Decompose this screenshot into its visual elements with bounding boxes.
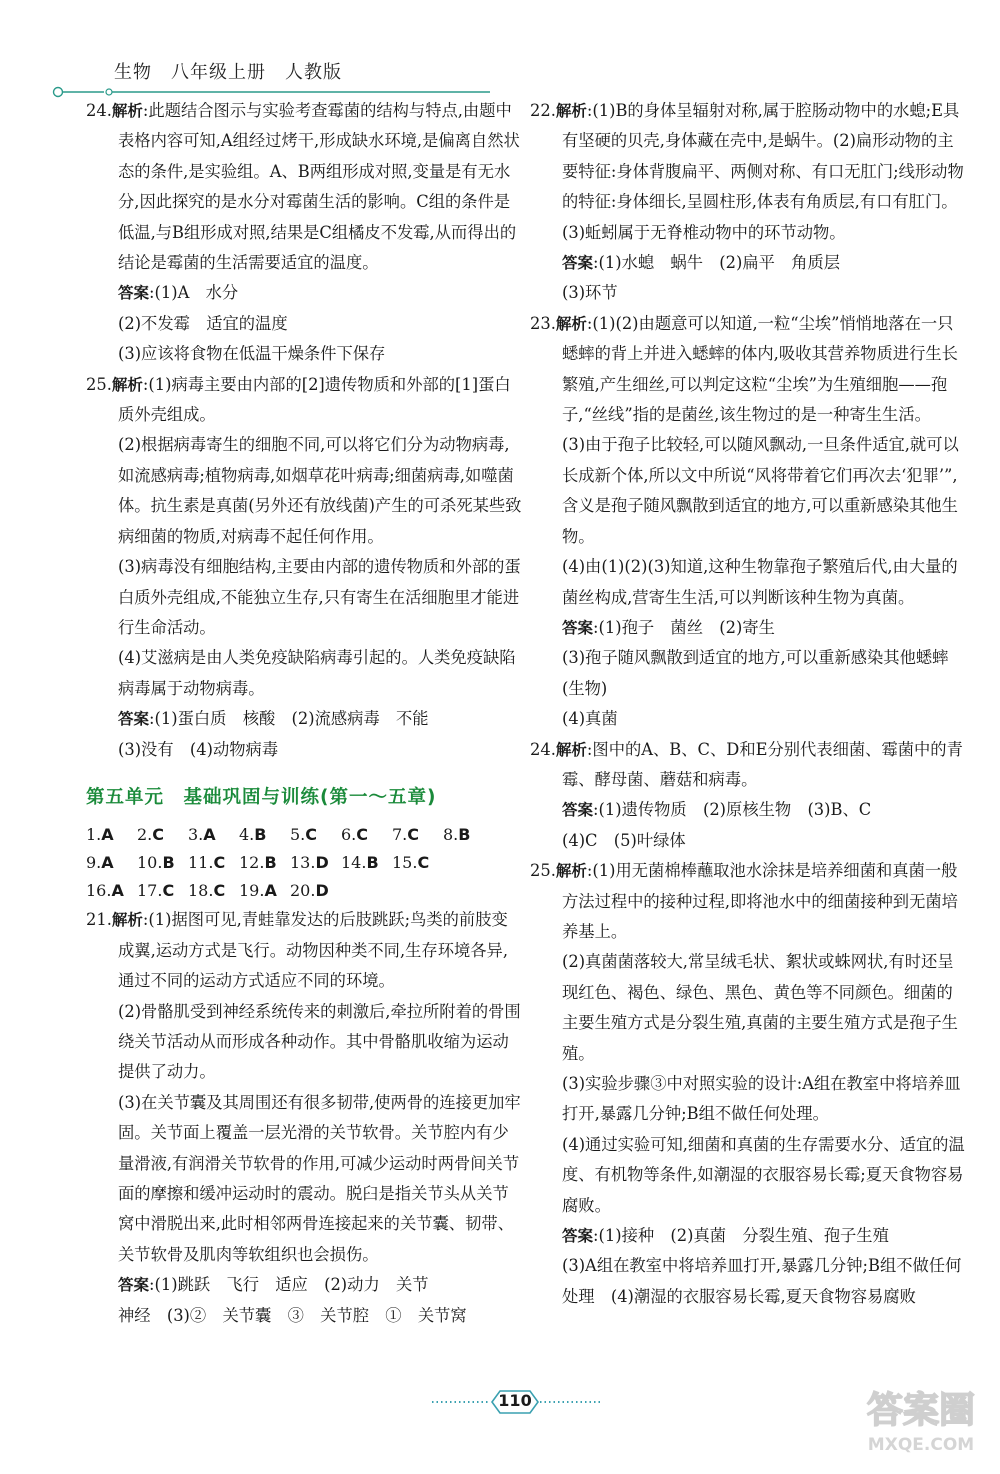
analysis-text: :(1)用无菌棉棒蘸取池水涂抹是培养细菌和真菌一般方法过程中的接种过程,即将池水中的细菌接种到无菌培养基上。 [562,861,958,941]
answer-text: :(1)A 水分 [149,283,239,303]
mc-item [290,849,341,877]
mc-item [290,877,341,905]
mc-answer: A [264,881,277,901]
mc-row [86,849,524,877]
mc-answer: C [213,881,226,901]
watermark-logo [856,1380,986,1462]
answer-line: (3)孢子随风飘散到适宜的地方,可以重新感染其他蟋蟀(生物) [562,648,949,698]
svg-text:MXQE.COM: MXQE.COM [867,1435,975,1455]
question-21-answer [86,1270,524,1300]
mc-item [137,821,188,849]
mc-number: 9. [86,853,102,873]
question-number: 25. [530,861,556,881]
mc-answer: C [152,825,165,845]
mc-item [239,877,290,905]
mc-item [341,849,392,877]
answer-line: 神经 (3)② 关节囊 ③ 关节腔 ① 关节窝 [118,1305,467,1325]
mc-number: 1. [86,825,102,845]
mc-item [86,877,137,905]
mc-number: 15. [392,853,418,873]
answer-line: (3)应该将食物在低温干燥条件下保存 [118,344,386,364]
page-footer [430,1388,605,1416]
page-header [52,58,492,98]
mc-number: 4. [239,825,255,845]
answer-text: :(1)跳跃 飞行 适应 (2)动力 关节 [149,1275,429,1295]
question-22-answer [530,248,968,278]
mc-number: 3. [188,825,204,845]
mc-row [86,821,524,849]
answer-text: :(1)蛋白质 核酸 (2)流感病毒 不能 [149,709,429,729]
answer-line: (3)没有 (4)动物病毒 [118,739,279,759]
mc-item [239,821,290,849]
mc-number: 18. [188,881,214,901]
mc-item [341,821,392,849]
mc-answer: B [366,853,379,873]
mc-number: 12. [239,853,265,873]
mc-answer: C [417,853,430,873]
mc-number: 13. [290,853,316,873]
mc-answer: A [203,825,216,845]
mc-number: 7. [392,825,408,845]
question-number: 23. [530,313,556,333]
mc-item [137,877,188,905]
question-23-answer [530,613,968,643]
mc-item [188,877,239,905]
question-23-analysis [530,309,968,431]
mc-answer: B [254,825,267,845]
mc-row [86,877,524,905]
mc-answer: C [356,825,369,845]
question-24-analysis [530,735,968,796]
left-column [86,96,524,1331]
analysis-paragraph: (4)通过实验可知,细菌和真菌的生存需要水分、适宜的温度、有机物等条件,如潮湿的衣服容易长霉;夏天食物容易腐败。 [562,1134,965,1215]
mc-number: 6. [341,825,357,845]
analysis-label: 解析 [555,102,587,120]
answer-line: (2)不发霉 适宜的温度 [118,313,288,333]
answer-label: 答案 [562,1227,594,1246]
mc-number: 20. [290,881,316,901]
analysis-paragraph: (2)真菌菌落较大,常呈绒毛状、絮状或蛛网状,有时还呈现红色、褐色、绿色、黑色、黄色等不同颜色。细菌的主要生殖方式是分裂生殖,真菌的主要生殖方式是孢子生殖。 [562,952,958,1063]
answer-text: :(1)孢子 菌丝 (2)寄生 [593,617,775,637]
question-21-analysis [86,905,524,996]
page-number: 110 [498,1391,532,1410]
analysis-paragraph: (4)由(1)(2)(3)知道,这种生物靠孢子繁殖后代,由大量的菌丝构成,营寄生生活,可以判断该种生物为真菌。 [562,557,958,607]
mc-item [392,849,443,877]
question-25-analysis [530,856,968,947]
question-24-answer [530,795,968,825]
mc-number: 2. [137,825,153,845]
analysis-paragraph: (3)实验步骤③中对照实验的设计:A组在教室中将培养皿打开,暴露几分钟;B组不做任何处理。 [562,1074,961,1124]
analysis-label: 解析 [111,102,143,120]
mc-number: 19. [239,881,265,901]
analysis-paragraph: (2)骨骼肌受到神经系统传来的刺激后,牵拉所附着的骨围绕关节活动从而形成各种动作。其中骨骼肌收缩为运动提供了动力。 [118,1001,521,1082]
question-number: 24. [530,739,556,759]
mc-answer: B [458,825,471,845]
mc-number: 11. [188,853,214,873]
analysis-label: 解析 [555,862,587,881]
answer-text: :(1)接种 (2)真菌 分裂生殖、孢子生殖 [593,1226,889,1246]
question-25-analysis [86,370,524,431]
mc-item [86,849,137,877]
mc-item [188,849,239,877]
analysis-paragraph: (3)病毒没有细胞结构,主要由内部的遗传物质和外部的蛋白质外壳组成,不能独立生存,只有寄生在活细胞里才能进行生命活动。 [118,557,521,637]
answer-label: 答案 [562,801,594,820]
analysis-paragraph: (3)在关节囊及其周围还有很多韧带,使两骨的连接更加牢固。关节面上覆盖一层光滑的关节软骨。关节腔内有少量滑液,有润滑关节软骨的作用,可减少运动时两骨间关节面的摩擦和缓冲运动时的震动。脱臼是指关节头从关节窝中滑脱出来,此时相邻两骨连接起来的关节囊、韧带、关节软骨及肌肉等软组织也会损伤。 [118,1092,521,1264]
section-title: 第五单元 基础巩固与训练(第一～五章) [86,786,437,808]
analysis-text: :此题结合图示与实验考查霉菌的结构与特点,由题中表格内容可知,A组经过烤干,形成缺水环境,是偏离自然状态的条件,是实验组。A、B两组形成对照,变量是有无水分,因此探究的是水分对霉菌生活的影响。C组的条件是低温,与B组形成对照,结果是C组橘皮不发霉,从而得出的结论是霉菌的生活需要适宜的温度。 [118,101,520,273]
question-number: 24. [86,101,112,120]
mc-item [239,849,290,877]
analysis-text: :(1)病毒主要由内部的[2]遗传物质和外部的[1]蛋白质外壳组成。 [118,374,511,425]
watermark-icon [856,1380,986,1458]
mc-item [137,849,188,877]
mc-number: 5. [290,825,306,845]
answer-label: 答案 [562,618,594,637]
analysis-text: :(1)据图可见,青蛙靠发达的后肢跳跃;鸟类的前肢变成翼,运动方式是飞行。动物因种类不同,生存环境各异,通过不同的运动方式适应不同的环境。 [118,910,508,991]
question-number: 22. [530,101,556,120]
mc-answer: B [162,853,175,873]
analysis-label: 解析 [555,314,587,333]
mc-number: 17. [137,881,163,901]
analysis-text: :图中的A、B、C、D和E分别代表细菌、霉菌中的青霉、酵母菌、蘑菇和病毒。 [562,739,963,789]
answer-line: (3)环节 [562,283,618,303]
mc-answer: A [101,825,114,845]
answer-text: :(1)水螅 蜗牛 (2)扁平 角质层 [593,253,841,273]
mc-answer: A [101,853,114,873]
mc-answer: A [111,881,124,901]
answer-line: (3)A组在教室中将培养皿打开,暴露几分钟;B组不做任何处理 (4)潮湿的衣服容易长霉,夏天食物容易腐败 [562,1256,962,1306]
multiple-choice-answers [86,821,524,905]
mc-number: 8. [443,825,459,845]
mc-item [86,821,137,849]
answer-label: 答案 [118,710,150,729]
analysis-label: 解析 [111,375,143,394]
mc-item [290,821,341,849]
mc-answer: B [264,853,277,873]
question-24-answer [86,278,524,308]
analysis-paragraph: (2)根据病毒寄生的细胞不同,可以将它们分为动物病毒,如流感病毒;植物病毒,如烟草花叶病毒;细菌病毒,如噬菌体。抗生素是真菌(另外还有放线菌)产生的可杀死某些致病细菌的物质,对病毒不起任何作用。 [118,435,522,546]
analysis-text: :(1)(2)由题意可以知道,一粒“尘埃”悄悄地落在一只蟋蟀的背上并进入蟋蟀的体内,吸收其营养物质进行生长繁殖,产生细丝,可以判定这粒“尘埃”为生殖细胞——孢子,“丝线”指的是菌丝,该生物过的是一种寄生生活。 [562,313,958,425]
right-column [530,96,968,1312]
answer-label: 答案 [562,254,594,273]
question-number: 21. [86,910,112,930]
mc-answer: D [315,853,329,873]
question-25-answer [86,704,524,734]
analysis-text: :(1)B的身体呈辐射对称,属于腔肠动物中的水螅;E具有坚硬的贝壳,身体藏在壳中,是蜗牛。(2)扁形动物的主要特征:身体背腹扁平、两侧对称、有口无肛门;线形动物的特征:身体细长,呈圆柱形,体表有角质层,有口有肛门。(3)蚯蚓属于无脊椎动物中的环节动物。 [562,101,964,242]
analysis-label: 解析 [111,911,143,930]
mc-number: 14. [341,853,367,873]
mc-item [392,821,443,849]
answer-label: 答案 [118,1276,150,1295]
mc-answer: D [315,881,329,901]
mc-item [188,821,239,849]
mc-answer: C [162,881,175,901]
question-number: 25. [86,374,112,394]
mc-answer: C [407,825,420,845]
answer-text: :(1)遗传物质 (2)原核生物 (3)B、C [593,800,872,820]
answer-line: (4)C (5)叶绿体 [562,830,686,850]
answer-label: 答案 [118,284,150,303]
svg-text:答案圈: 答案圈 [866,1390,976,1431]
mc-answer: C [213,853,226,873]
analysis-paragraph: (4)艾滋病是由人类免疫缺陷病毒引起的。人类免疫缺陷病毒属于动物病毒。 [118,648,516,698]
mc-answer: C [305,825,318,845]
mc-number: 10. [137,853,163,873]
analysis-label: 解析 [555,740,587,759]
mc-number: 16. [86,881,112,901]
answer-line: (4)真菌 [562,709,618,729]
question-22-analysis [530,96,968,248]
analysis-paragraph: (3)由于孢子比较轻,可以随风飘动,一旦条件适宜,就可以长成新个体,所以文中所说“风将带着它们再次去‘犯罪’”,含义是孢子随风飘散到适宜的地方,可以重新感染其他生物。 [562,435,959,546]
question-24-analysis [86,96,524,278]
header-title: 生物 八年级上册 人教版 [114,62,342,83]
mc-item [443,821,494,849]
question-25-answer [530,1221,968,1251]
